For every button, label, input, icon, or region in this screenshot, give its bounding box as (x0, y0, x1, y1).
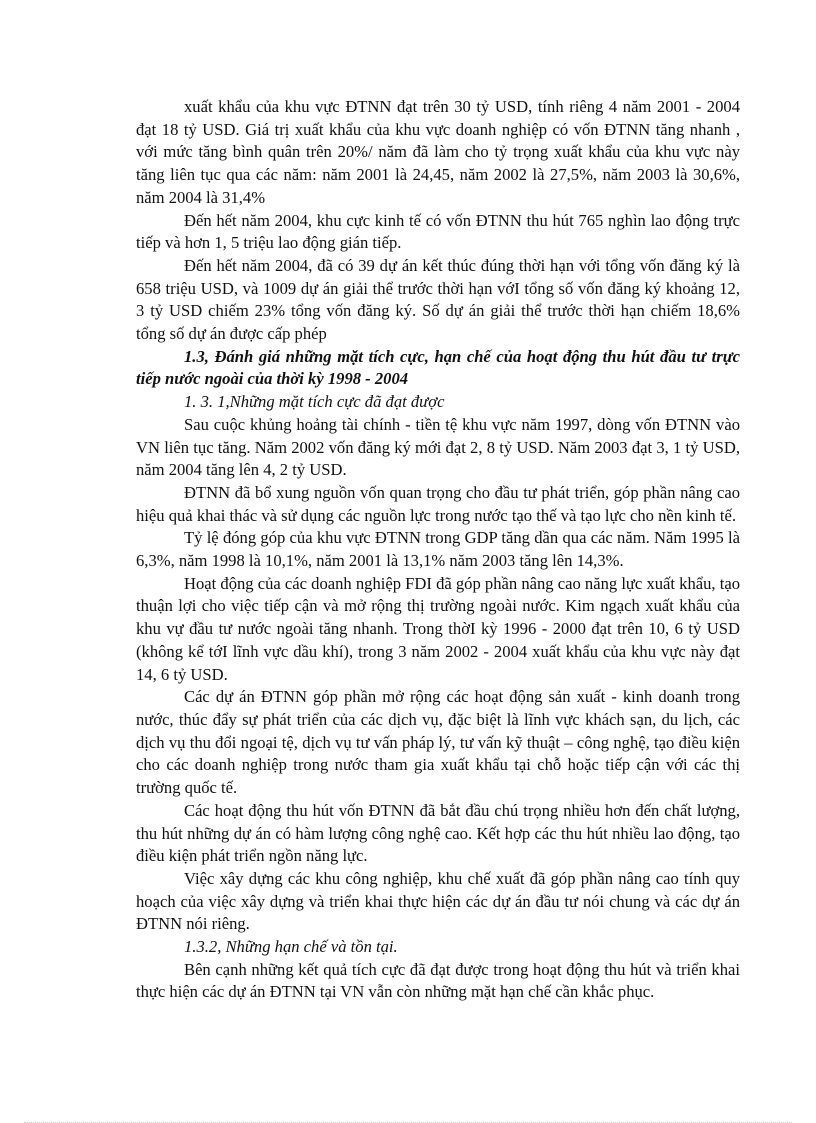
paragraph-quality: Các hoạt động thu hút vốn ĐTNN đã bắt đầu chú trọng nhiều hơn đến chất lượng, thu hút những dự án có hàm lượng công nghệ cao. Kết hợp các thu hút nhiều lao động, tạo điều kiện phát triển ngồn năng lực. (136, 800, 740, 866)
paragraph-capital-supplement: ĐTNN đã bổ xung nguồn vốn quan trọng cho đầu tư phát triển, góp phần nâng cao hiệu quả khai thác và sử dụng các nguồn lực trong nước tạo thế và tạo lực cho nền kinh tế. (136, 482, 740, 525)
paragraph-industrial-zones: Việc xây dựng các khu công nghiệp, khu chế xuất đã góp phần nâng cao tính quy hoạch của việc xây dựng và triển khai thực hiện các dự án đầu tư nói chung và các dự án ĐTNN nói riêng. (136, 868, 740, 934)
paragraph-capital-flow: Sau cuộc khủng hoảng tài chính - tiền tệ khu vực năm 1997, dòng vốn ĐTNN vào VN liên tục tăng. Năm 2002 vốn đăng ký mới đạt 2, 8 tỷ USD. Năm 2003 đạt 3, 1 tỷ USD, năm 2004 tăng lên 4, 2 tỷ USD. (136, 414, 740, 480)
paragraph-services: Các dự án ĐTNN góp phần mở rộng các hoạt động sản xuất - kinh doanh trong nước, thúc đẩy sự phát triển của các dịch vụ, đặc biệt là lĩnh vực khách sạn, du lịch, các dịch vụ thu đổi ngoại tệ, dịch vụ tư vấn pháp lý, tư vấn kỹ thuật – công nghệ, tạo điều kiện cho các doanh nghiệp trong nước tham gia xuất khẩu tại chỗ hoặc tiếp cận với các thị trường quốc tế. (136, 687, 740, 798)
paragraph-limitations: Bên cạnh những kết quả tích cực đã đạt được trong hoạt động thu hút và triển khai thực hiện các dự án ĐTNN tại VN vẫn còn những mặt hạn chế cần khắc phục. (136, 959, 740, 1002)
paragraph-labor: Đến hết năm 2004, khu cực kinh tế có vốn ĐTNN thu hút 765 nghìn lao động trực tiếp và hơn 1, 5 triệu lao động gián tiếp. (136, 210, 740, 253)
paragraph-gdp-share: Tỷ lệ đóng góp của khu vực ĐTNN trong GDP tăng dần qua các năm. Năm 1995 là 6,3%, năm 1998 là 10,1%, năm 2001 là 13,1% năm 2003 tăng lên 14,3%. (136, 528, 740, 571)
paragraph-fdi-export: Hoạt động của các doanh nghiệp FDI đã góp phần nâng cao năng lực xuất khẩu, tạo thuận lợi cho việc tiếp cận và mở rộng thị trường ngoài nước. Kim ngạch xuất khẩu của khu vự đầu tư nước ngoài tăng nhanh. Trong thờI kỳ 1996 - 2000 đạt trên 10, 6 tỷ USD (không kể tớI lĩnh vực dầu khí), trong 3 năm 2002 - 2004 xuất khẩu của khu vực này đạt 14, 6 tỷ USD. (136, 573, 740, 684)
paragraph-export-value: xuất khẩu của khu vực ĐTNN đạt trên 30 tỷ USD, tính riêng 4 năm 2001 - 2004 đạt 18 tỷ USD. Giá trị xuất khẩu của khu vực doanh nghiệp có vốn ĐTNN tăng nhanh , với mức tăng bình quân trên 20%/ năm đã làm cho tỷ trọng xuất khẩu của khu vực này tăng liên tục qua các năm: năm 2001 là 24,45, năm 2002 là 27,5%, năm 2003 là 30,6%, năm 2004 là 31,4% (136, 97, 740, 207)
section-heading-1-3: 1.3, Đánh giá những mặt tích cực, hạn chế của hoạt động thu hút đầu tư trực tiếp nước ngoài của thời kỳ 1998 - 2004 (136, 346, 740, 389)
subsection-heading-1-3-2: 1.3.2, Những hạn chế và tồn tại. (184, 937, 398, 957)
subsection-heading-1-3-1: 1. 3. 1,Những mặt tích cực đã đạt được (184, 392, 445, 412)
document-page (136, 96, 740, 1004)
paragraph-projects-ended: Đến hết năm 2004, đã có 39 dự án kết thúc đúng thời hạn với tổng vốn đăng ký là 658 triệu USD, và 1009 dự án giải thể trước thời hạn vớI tổng số vốn đăng ký khoảng 12, 3 tỷ USD chiếm 23% tổng vốn đăng ký. Số dự án giải thể trước thời hạn chiếm 18,6% tổng số dự án được cấp phép (136, 255, 740, 344)
